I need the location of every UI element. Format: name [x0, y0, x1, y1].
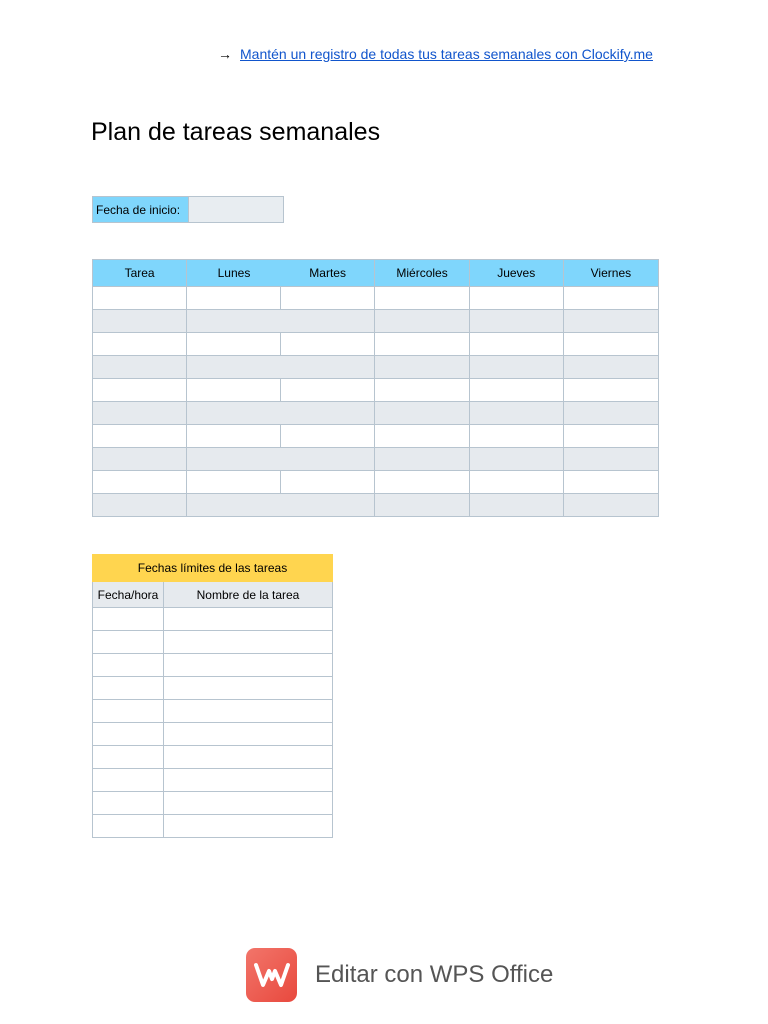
table-cell[interactable] [469, 402, 563, 425]
table-cell[interactable] [563, 333, 658, 356]
table-cell[interactable] [281, 287, 375, 310]
table-cell[interactable] [93, 379, 187, 402]
table-row [93, 700, 333, 723]
page-title: Plan de tareas semanales [91, 118, 381, 146]
table-cell[interactable] [469, 448, 563, 471]
table-cell[interactable] [93, 631, 164, 654]
header-miercoles: Miércoles [375, 260, 469, 287]
table-cell[interactable] [563, 402, 658, 425]
table-cell[interactable] [164, 631, 333, 654]
table-cell[interactable] [563, 448, 658, 471]
header-lunes: Lunes [187, 260, 281, 287]
table-cell[interactable] [93, 287, 187, 310]
table-cell[interactable] [93, 471, 187, 494]
table-cell[interactable] [187, 287, 281, 310]
table-row [93, 494, 659, 517]
deadlines-table [92, 554, 333, 838]
start-date-input[interactable] [188, 197, 283, 222]
wps-logo-icon [246, 948, 297, 1002]
table-cell[interactable] [93, 608, 164, 631]
table-cell[interactable] [93, 310, 187, 333]
table-cell[interactable] [375, 471, 469, 494]
table-row [93, 425, 659, 448]
table-cell[interactable] [93, 700, 164, 723]
table-cell[interactable] [93, 402, 187, 425]
table-cell[interactable] [281, 471, 375, 494]
table-cell[interactable] [563, 425, 658, 448]
table-cell[interactable] [469, 379, 563, 402]
table-cell[interactable] [93, 333, 187, 356]
table-cell[interactable] [563, 471, 658, 494]
table-row [93, 631, 333, 654]
table-cell[interactable] [93, 723, 164, 746]
table-cell[interactable] [469, 425, 563, 448]
table-cell[interactable] [563, 310, 658, 333]
start-date-label: Fecha de inicio: [93, 197, 188, 222]
table-cell[interactable] [187, 356, 375, 379]
table-cell[interactable] [281, 425, 375, 448]
table-cell[interactable] [563, 494, 658, 517]
table-cell[interactable] [93, 356, 187, 379]
table-row [93, 356, 659, 379]
table-row [93, 815, 333, 838]
deadlines-title-row [93, 555, 333, 582]
table-cell[interactable] [563, 287, 658, 310]
table-row [93, 287, 659, 310]
table-cell[interactable] [375, 356, 469, 379]
table-cell[interactable] [469, 356, 563, 379]
table-cell[interactable] [93, 815, 164, 838]
table-cell[interactable] [187, 310, 375, 333]
table-cell[interactable] [375, 425, 469, 448]
table-cell[interactable] [93, 677, 164, 700]
header-viernes: Viernes [563, 260, 658, 287]
table-cell[interactable] [164, 654, 333, 677]
table-cell[interactable] [469, 287, 563, 310]
table-cell[interactable] [93, 792, 164, 815]
table-cell[interactable] [563, 379, 658, 402]
table-cell[interactable] [93, 448, 187, 471]
table-cell[interactable] [281, 379, 375, 402]
table-row [93, 310, 659, 333]
table-cell[interactable] [469, 310, 563, 333]
table-cell[interactable] [375, 333, 469, 356]
table-cell[interactable] [469, 494, 563, 517]
table-row [93, 723, 333, 746]
table-row [93, 402, 659, 425]
table-cell[interactable] [375, 379, 469, 402]
table-cell[interactable] [281, 333, 375, 356]
wps-edit-label: Editar con WPS Office [315, 961, 554, 988]
deadlines-header-row [93, 582, 333, 608]
table-cell[interactable] [469, 333, 563, 356]
table-row [93, 448, 659, 471]
table-cell[interactable] [563, 356, 658, 379]
weekly-tasks-table [92, 259, 659, 517]
table-cell[interactable] [164, 677, 333, 700]
table-cell[interactable] [164, 792, 333, 815]
arrow-right-icon: → [218, 46, 232, 62]
table-row [93, 792, 333, 815]
table-cell[interactable] [93, 769, 164, 792]
header-jueves: Jueves [469, 260, 563, 287]
table-cell[interactable] [164, 746, 333, 769]
table-row [93, 677, 333, 700]
table-cell[interactable] [187, 379, 281, 402]
table-cell[interactable] [375, 402, 469, 425]
table-cell[interactable] [187, 494, 375, 517]
table-row [93, 654, 333, 677]
wps-edit-banner[interactable] [246, 948, 553, 1002]
table-cell[interactable] [164, 723, 333, 746]
table-row [93, 333, 659, 356]
table-cell[interactable] [375, 310, 469, 333]
table-row [93, 379, 659, 402]
clockify-promo [218, 46, 653, 62]
table-cell[interactable] [375, 287, 469, 310]
table-row [93, 769, 333, 792]
table-cell[interactable] [164, 815, 333, 838]
table-cell[interactable] [93, 654, 164, 677]
table-row [93, 746, 333, 769]
table-cell[interactable] [187, 333, 281, 356]
clockify-link[interactable]: Mantén un registro de todas tus tareas semanales con Clockify.me [240, 46, 653, 62]
table-cell[interactable] [164, 608, 333, 631]
table-cell[interactable] [164, 769, 333, 792]
header-nombre-tarea: Nombre de la tarea [164, 582, 333, 608]
table-row [93, 608, 333, 631]
weekly-header-row [93, 260, 659, 287]
deadlines-title: Fechas límites de las tareas [93, 555, 333, 582]
table-cell[interactable] [187, 448, 375, 471]
table-cell[interactable] [93, 746, 164, 769]
table-cell[interactable] [187, 402, 375, 425]
header-martes: Martes [281, 260, 375, 287]
table-cell[interactable] [469, 471, 563, 494]
table-cell[interactable] [93, 425, 187, 448]
header-tarea: Tarea [93, 260, 187, 287]
table-cell[interactable] [187, 425, 281, 448]
table-row [93, 471, 659, 494]
table-cell[interactable] [164, 700, 333, 723]
start-date-field [92, 196, 284, 223]
table-cell[interactable] [375, 494, 469, 517]
table-cell[interactable] [93, 494, 187, 517]
table-cell[interactable] [375, 448, 469, 471]
header-fecha-hora: Fecha/hora [93, 582, 164, 608]
table-cell[interactable] [187, 471, 281, 494]
